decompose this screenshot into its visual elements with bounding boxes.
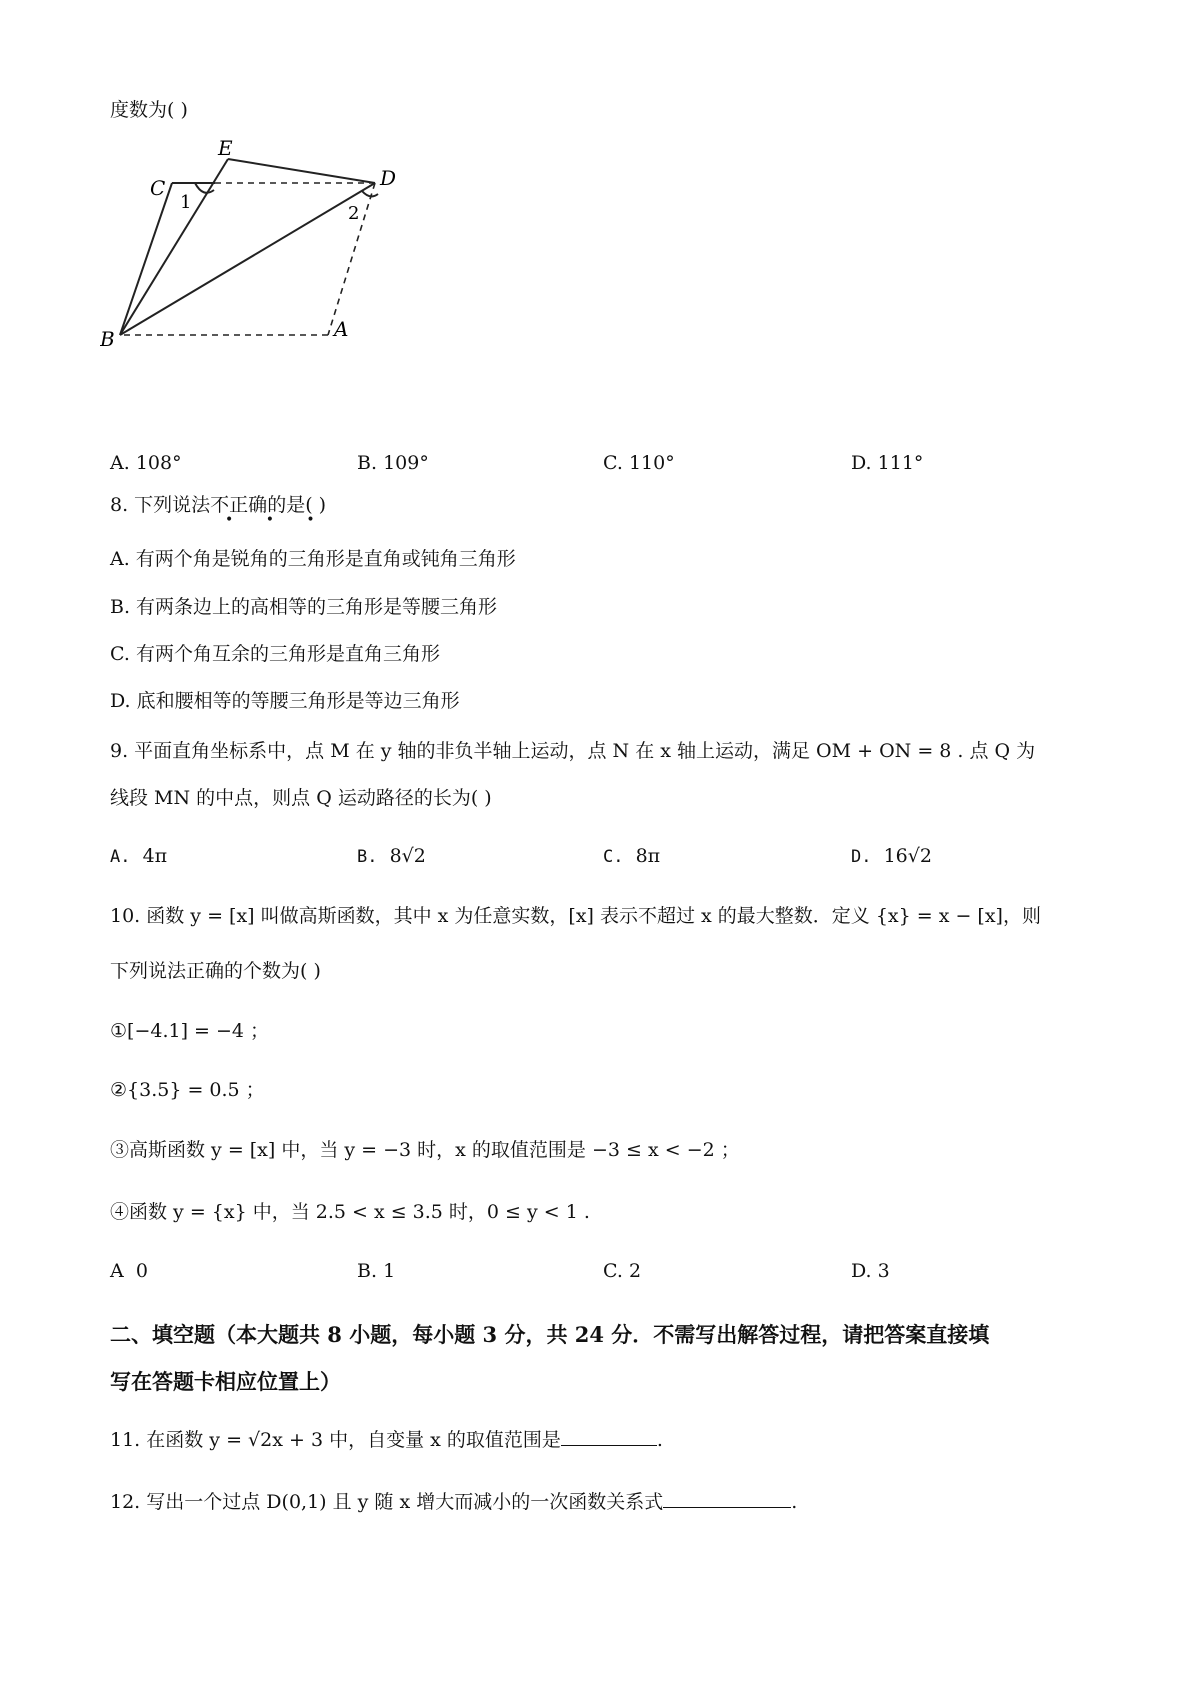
q10-option-b: B. 1 [357,1260,396,1282]
segment-bc [120,183,172,335]
label-b: B [100,327,115,351]
label-angle-2: 2 [348,203,360,224]
q11-answer-blank [561,1425,657,1446]
q10-item-1: ①[−4.1] = −4 ； [110,1020,270,1042]
label-c: C [150,176,166,200]
q8-option-b: B. 有两条边上的高相等的三角形是等腰三角形 [110,596,498,618]
section-2-heading-line2: 写在答题卡相应位置上） [110,1369,341,1394]
q12-answer-blank [663,1487,791,1508]
q9-option-a: A. 4π [110,845,168,867]
q10-stem-line2: 下列说法正确的个数为( ) [110,960,321,982]
q8-stem: 8. 下列说法不正确的是( ) [110,494,327,516]
q8-option-a: A. 有两个角是锐角的三角形是直角或钝角三角形 [110,548,516,570]
q10-item-2: ②{3.5} = 0.5 ； [110,1079,265,1101]
q9-stem-line1: 9. 平面直角坐标系中，点 M 在 y 轴的非负半轴上运动，点 N 在 x 轴上运动，满足 OM + ON = 8 . 点 Q 为 [110,740,1036,762]
segment-bd [120,183,375,335]
q10-option-c: C. 2 [603,1260,642,1282]
q7-option-c: C. 110° [603,452,675,474]
q7-stem-tail: 度数为( ) [110,99,188,121]
q8-option-d: D. 底和腰相等的等腰三角形是等边三角形 [110,690,460,712]
q9-stem-line2: 线段 MN 的中点，则点 Q 运动路径的长为( ) [110,787,492,809]
segment-ed [228,159,375,183]
label-e: E [218,140,233,160]
emphasis-dots: • • • [225,512,329,528]
segment-be [120,159,228,335]
q10-item-4: ④函数 y = {x} 中，当 2.5 < x ≤ 3.5 时，0 ≤ y < 1 . [110,1201,590,1223]
q7-option-a: A. 108° [110,452,182,474]
q8-option-c: C. 有两个角互余的三角形是直角三角形 [110,643,440,665]
q10-stem-line1: 10. 函数 y = [x] 叫做高斯函数，其中 x 为任意实数，[x] 表示不超过 x 的最大整数．定义 {x} = x − [x]，则 [110,905,1041,927]
q9-option-b: B. 8√2 [357,845,426,867]
q11-stem: 11. 在函数 y = √2x + 3 中，自变量 x 的取值范围是 . [110,1425,663,1454]
label-d: D [380,166,397,190]
q7-option-d: D. 111° [851,452,924,474]
label-angle-1: 1 [180,192,192,213]
q10-item-3: ③高斯函数 y = [x] 中，当 y = −3 时，x 的取值范围是 −3 ≤ x < −2 ； [110,1139,740,1161]
q10-option-d: D. 3 [851,1260,890,1282]
q9-option-d: D. 16√2 [851,845,932,867]
angle-2-arc [362,191,378,196]
section-2-heading-line1: 二、填空题（本大题共 8 小题，每小题 3 分，共 24 分．不需写出解答过程，请把答案直接填 [110,1322,990,1347]
label-a: A [334,317,349,341]
q7-option-b: B. 109° [357,452,429,474]
q10-option-a: A 0 [110,1260,148,1282]
geometry-figure [100,140,420,380]
q9-option-c: C. 8π [603,845,661,867]
q12-stem: 12. 写出一个过点 D(0,1) 且 y 随 x 增大而减小的一次函数关系式 . [110,1487,797,1516]
